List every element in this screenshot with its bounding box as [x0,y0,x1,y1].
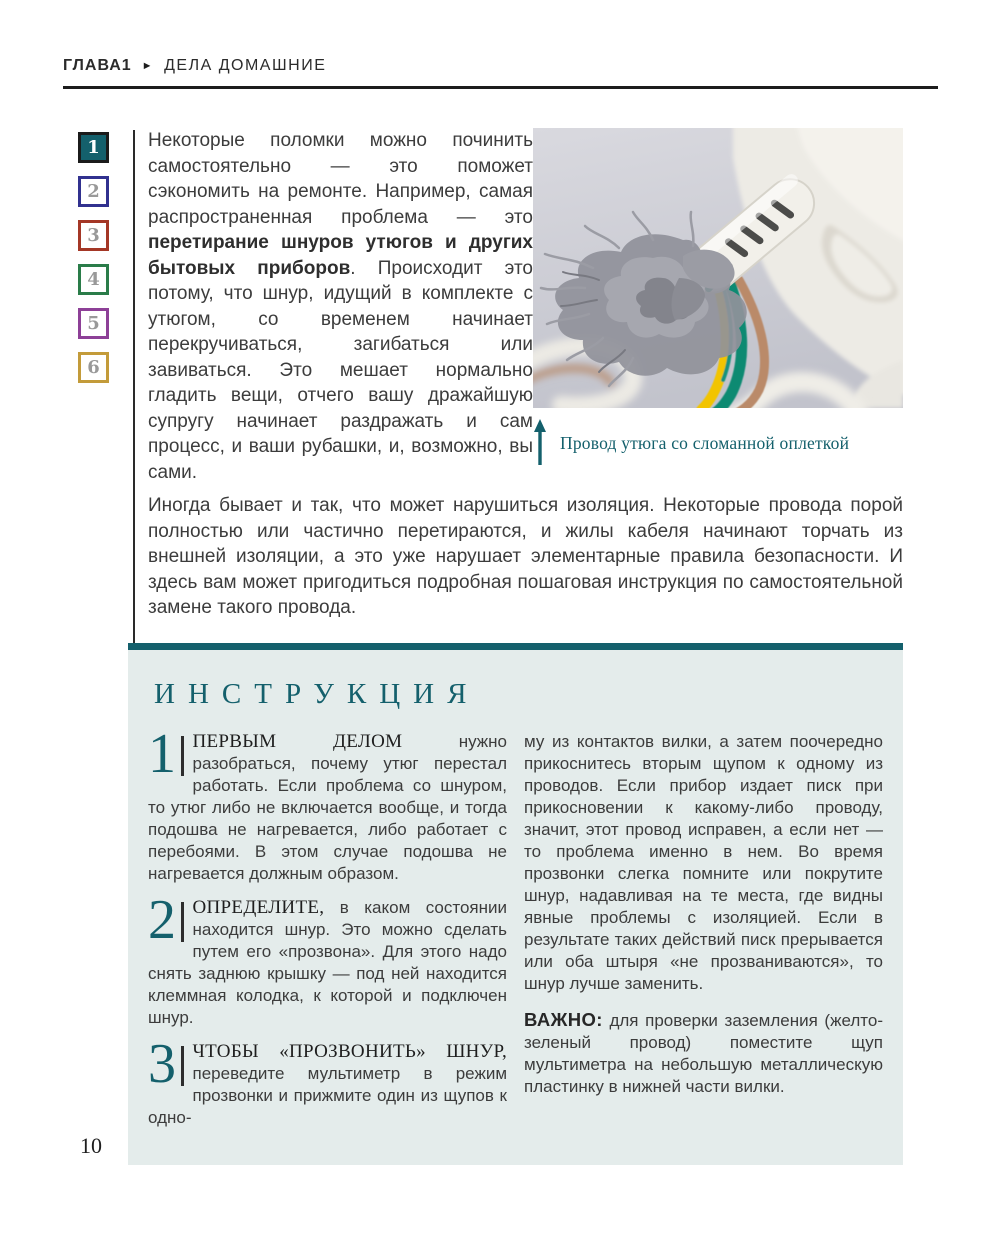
step-number: 3 [148,1032,175,1095]
step-1-text: нужно разобраться, почему утюг перестал работать. Если проблема со шнуром, то утюг либо не включается вообще, и тогда подошва не нагревается, либо работает с перебоями. В этом случае подошва не нагревается должным образом. [148,731,507,883]
important-label: ВАЖНО: [524,1008,603,1030]
important-note [524,1009,883,1098]
photo-caption-text: Провод утюга со сломанной оплеткой [560,433,850,453]
step-divider [181,736,184,776]
step-number: 2 [148,888,175,951]
instruction-columns [148,722,883,1141]
intro-p1-rest: . Происходит это потому, что шнур, идущий в комплекте с утюгом, со временем начинает перекручиваться, загибаться или завиваться. Это мешает нормально гладить вещи, отчего вашу дражайшую супругу начинает раздражать и сам процесс, и ваши рубашки, и, возможно, вы сами. [148,257,533,483]
instruction-title: ИНСТРУКЦИЯ [154,677,480,710]
intro-paragraph-2: Иногда бывает и так, что может нарушиться изоляция. Некоторые провода порой полностью или частично перетираются, и жилы кабеля начинают торчать из внешней изоляции, а это уже нарушает элементарные правила безопасности. И здесь вам может пригодиться подробная пошаговая инструкция по самостоятельной замене такого провода. [148,495,903,618]
header-rule [63,86,938,89]
running-head [63,57,326,75]
step-1-lead: ПЕРВЫМ ДЕЛОМ [192,730,403,752]
intro-p1-bold: перетирание шнуров утюгов и других бытовых приборов [148,232,533,279]
chapter-nav-number: 2 [87,181,100,202]
step-2-text: в каком состоянии находится шнур. Это можно сделать путем его «прозвона». Для этого надо снять заднюю крышку — под ней находится клеммная колодка, к которой и подключен шнур. [148,897,507,1027]
chapter-nav-item-5 [78,308,109,339]
chapter-nav-number: 4 [87,269,100,290]
chapter-nav-item-3 [78,220,109,251]
photo-caption [533,418,903,466]
triangle-right-icon: ► [141,60,155,72]
instruction-box [128,643,903,1165]
step-3-lead: ЧТОБЫ «ПРОЗВОНИТЬ» ШНУР, [192,1040,507,1062]
chapter-nav-item-1 [78,132,109,163]
chapter-nav [78,132,109,383]
step-number: 1 [148,722,175,785]
step-divider [181,1046,184,1086]
page-number: 10 [80,1133,102,1158]
step-divider [181,902,184,942]
step-1-dropcap [148,722,184,785]
chapter-nav-item-2 [78,176,109,207]
chapter-label: ГЛАВА1 [63,57,132,74]
chapter-nav-item-4 [78,264,109,295]
section-label: ДЕЛА ДОМАШНИЕ [164,57,327,74]
chapter-nav-number: 5 [87,313,100,334]
step-1 [148,722,507,885]
article [148,128,903,1165]
chapter-nav-item-6 [78,352,109,383]
step-2-dropcap [148,888,184,951]
important-text: для проверки заземления (желто-зеленый провод) поместите щуп мультиметра на небольшую металлическую пластинку в нижней части вилки. [524,1010,883,1096]
step-3 [148,1032,507,1129]
intro-p1-text: Некоторые поломки можно починить самостоятельно — это поможет сэкономить на ремонте. Например, самая распространенная проблема — это [148,130,533,228]
chapter-nav-number: 1 [87,137,100,158]
chapter-nav-number: 6 [87,357,100,378]
step-3-dropcap [148,1032,184,1095]
photo-figure [533,128,903,466]
chapter-nav-number: 3 [87,225,100,246]
step-3-continuation: му из контактов вилки, а затем поочередно прикоснитесь вторым щупом к одному из проводов. Если прибор издает писк при прикосновении к какому-либо проводу, значит, этот провод исправен, а если нет — то проблема именно в нем. Во время прозвонки слегка помните или покрутите шнур, надавливая на те места, где видны явные проблемы с изоляцией. Если в результате таких действий писк прерывается или оба штыря «не прозваниваются», то шнур лучше заменить. [524,731,883,993]
arrow-up-icon [533,418,547,466]
photo-iron-cord [533,128,903,408]
step-2-lead: ОПРЕДЕЛИТЕ, [192,896,325,918]
instruction-column-left [148,722,507,1141]
instruction-column-right [524,731,883,1141]
step-3-text: переведите мультиметр в режим прозвонки и прижмите один из щупов к одно- [148,1063,507,1127]
step-2 [148,888,507,1029]
